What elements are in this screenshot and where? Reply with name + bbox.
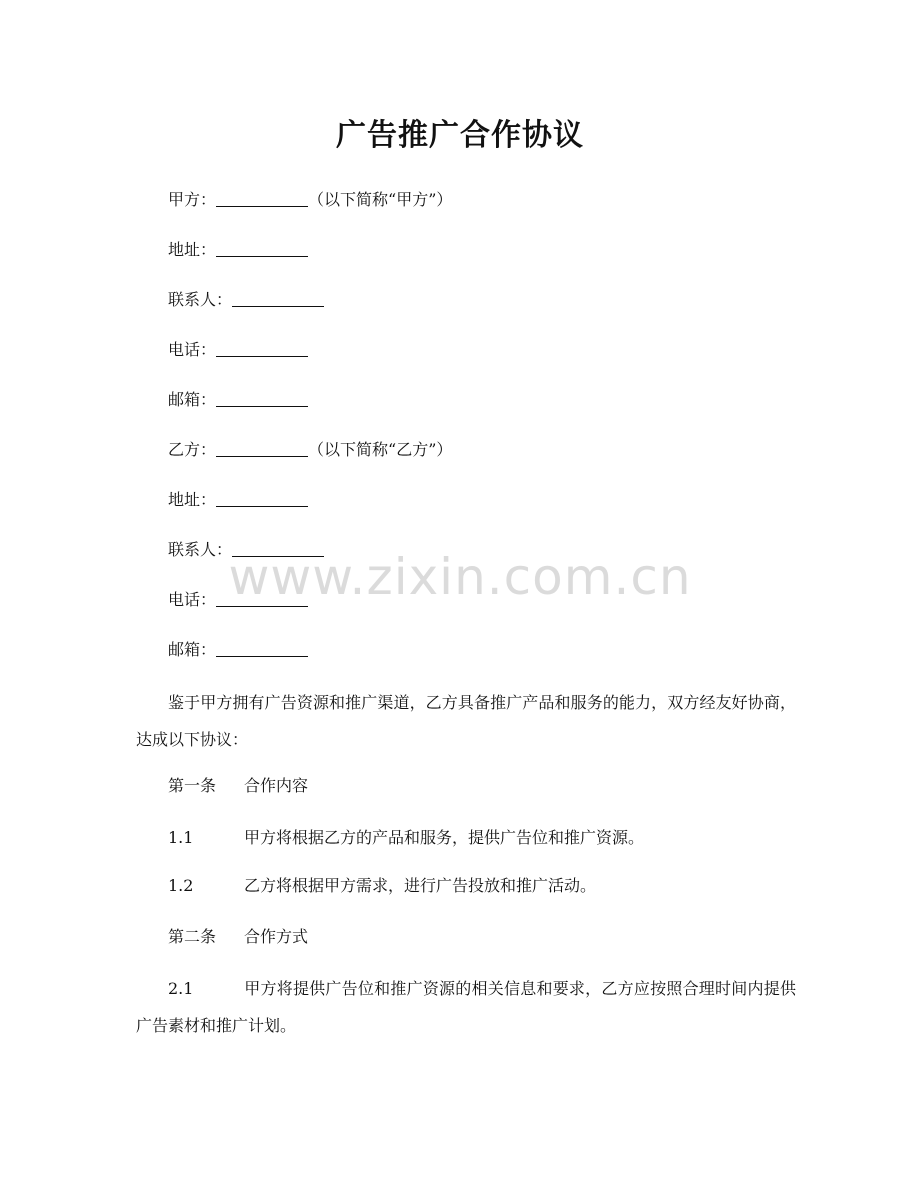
party-a-email-line [168,390,308,410]
clause-text: 甲方将根据乙方的产品和服务，提供广告位和推广资源。 [244,828,645,847]
clause-number: 1.2 [168,876,194,895]
party-a-name-suffix: （以下简称“甲方”） [308,190,453,209]
article-2-heading [168,927,308,947]
party-a-address-label: 地址： [168,240,217,259]
clause-1-2 [168,876,596,896]
article-1-heading [168,776,308,796]
party-b-email-line [168,640,308,660]
party-b-address-line [168,490,308,510]
clause-2-1 [136,970,796,1044]
clause-1-1 [168,828,644,848]
party-a-name-blank [216,190,308,207]
party-a-contact-label: 联系人： [168,290,233,309]
party-a-address-line [168,240,308,260]
party-a-email-blank [216,390,308,407]
party-b-name-line [168,440,452,460]
party-a-email-label: 邮箱： [168,390,217,409]
party-b-email-label: 邮箱： [168,640,217,659]
party-b-phone-label: 电话： [168,590,217,609]
clause-number: 2.1 [168,979,194,998]
document-title: 广告推广合作协议 [336,118,584,153]
clause-text: 乙方将根据甲方需求，进行广告投放和推广活动。 [244,876,597,895]
party-b-contact-label: 联系人： [168,540,233,559]
preamble-paragraph: 鉴于甲方拥有广告资源和推广渠道，乙方具备推广产品和服务的能力，双方经友好协商，达成以下协议： [136,693,796,749]
clause-number: 1.1 [168,828,194,847]
party-b-name-label: 乙方： [168,440,217,459]
party-b-name-suffix: （以下简称“乙方”） [308,440,453,459]
party-a-contact-line [168,290,324,310]
party-a-name-label: 甲方： [168,190,217,209]
party-a-address-blank [216,240,308,257]
article-2-label: 第二条 [168,927,217,946]
clause-text: 甲方将提供广告位和推广资源的相关信息和要求，乙方应按照合理时间内提供广告素材和推广计划。 [136,979,796,1035]
party-b-name-blank [216,440,308,457]
party-a-name-line [168,190,452,210]
party-a-phone-blank [216,340,308,357]
article-1-label: 第一条 [168,776,217,795]
party-a-phone-line [168,340,308,360]
watermark: www.zixin.com.cn [228,548,692,606]
article-1-title: 合作内容 [244,776,309,795]
party-b-address-label: 地址： [168,490,217,509]
party-a-contact-blank [232,290,324,307]
party-b-email-blank [216,640,308,657]
article-2-title: 合作方式 [244,927,309,946]
party-b-address-blank [216,490,308,507]
party-a-phone-label: 电话： [168,340,217,359]
